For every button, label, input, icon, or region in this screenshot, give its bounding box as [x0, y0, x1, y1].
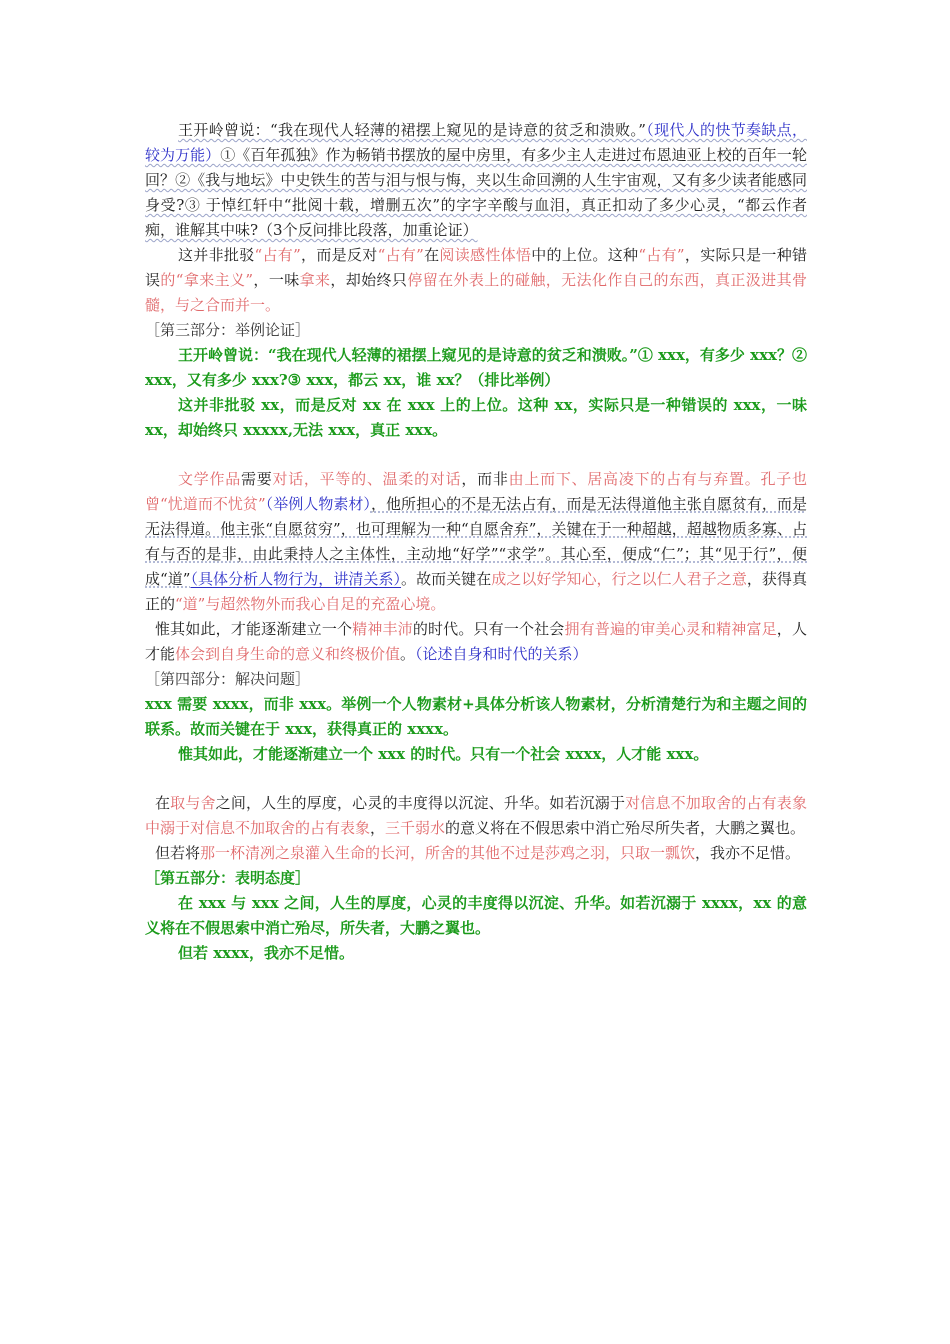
solve-paragraph-1: 文学作品需要对话，平等的、温柔的对话，而非由上而下、居高凌下的占有与弃置。孔子也曾“忧道而不忧贫”（举例人物素材），他所担心的不是无法占有，而是无法得道他主张自愿贫有，而是无法得道。他主张“自愿贫穷”，也可理解为一种“自愿舍弃”，关键在于一种超越，超越物质多寡、占有与否的是非，由此秉持人之主体性，主动地“好学”“求学”。其心至，便成“仁”；其“见于行”，便成“道”（具体分析人物行为，讲清关系）。故而关键在成之以好学知心，行之以仁人君子之意，获得真正的“道”与超然物外而我心自足的充盈心境。 — [145, 470, 807, 613]
annotation-note: （现代人的快节奏缺点，较为万能） — [145, 121, 807, 164]
annotation-note: （论述自身和时代的关系） — [415, 645, 588, 663]
attitude-paragraph-1: 在取与舍之间，人生的厚度，心灵的丰度得以沉淀、升华。如若沉溺于对信息不加取舍的占有表象中溺于对信息不加取舍的占有表象，三千弱水的意义将在不假思索中消亡殆尽所失者，大鹏之翼也。 — [145, 794, 807, 837]
example-paragraph-1: 王开岭曾说：“我在现代人轻薄的裙摆上窥见的是诗意的贫乏和溃败。”（现代人的快节奏缺点，较为万能）①《百年孤独》作为畅销书摆放的屋中房里，有多少主人走进过布恩迪亚上校的百年一轮回？②《我与地坛》中史铁生的苦与泪与恨与悔，夹以生命回溯的人生宇宙观，又有多少读者能感同身受?③ 于悼红轩中“批阅十载，增删五次”的字字辛酸与血泪，真正扣动了多少心灵，“都云作者痴，谁解其中味?（3个反问排比段落，加重论证） — [145, 121, 807, 239]
template-line-4a: xxx 需要 xxxx，而非 xxx。举例一个人物素材+具体分析该人物素材，分析清楚行为和主题之间的联系。故而关键在于 xxx，获得真正的 xxxx。 — [145, 695, 807, 738]
example-paragraph-2: 这并非批驳“占有”，而是反对“占有”在阅读感性体悟中的上位。这种“占有”，实际只是一种错误的“拿来主义”，一味拿来，却始终只停留在外表上的碰触，无法化作自己的东西，真正汲进其骨髓，与之合而并一。 — [145, 246, 807, 314]
document-body — [145, 118, 807, 966]
template-line-5b: 但若 xxxx，我亦不足惜。 — [178, 944, 354, 962]
solve-paragraph-2: 惟其如此，才能逐渐建立一个精神丰沛的时代。只有一个社会拥有普遍的审美心灵和精神富足，人才能体会到自身生命的意义和终极价值。（论述自身和时代的关系） — [145, 620, 807, 663]
annotation-note: （具体分析人物行为，讲清关系） — [190, 570, 402, 588]
section-label-4: ［第四部分：解决问题］ — [145, 670, 311, 688]
attitude-paragraph-2: 但若将那一杯清冽之泉灌入生命的长河，所舍的其他不过是莎鸡之羽，只取一瓢饮，我亦不足惜。 — [155, 844, 801, 862]
section-label-3: ［第三部分：举例论证］ — [145, 321, 311, 339]
template-line-3a: 王开岭曾说：“我在现代人轻薄的裙摆上窥见的是诗意的贫乏和溃败。”① xxx，有多少 xxx？② xxx，又有多少 xxx?③ xxx，都云 xx，谁 xx？（排比举例） — [145, 346, 807, 389]
template-line-3b: 这并非批驳 xx，而是反对 xx 在 xxx 上的上位。这种 xx，实际只是一种错误的 xxx，一味 xx，却始终只 xxxxx,无法 xxx，真正 xxx。 — [145, 396, 807, 439]
template-line-4b: 惟其如此，才能逐渐建立一个 xxx 的时代。只有一个社会 xxxx，人才能 xxx。 — [178, 745, 709, 763]
template-line-5a: 在 xxx 与 xxx 之间，人生的厚度，心灵的丰度得以沉淀、升华。如若沉溺于 xxxx，xx 的意义将在不假思索中消亡殆尽，所失者，大鹏之翼也。 — [145, 894, 807, 937]
annotation-note: （举例人物素材） — [265, 495, 371, 513]
section-label-5: ［第五部分：表明态度］ — [145, 869, 311, 887]
